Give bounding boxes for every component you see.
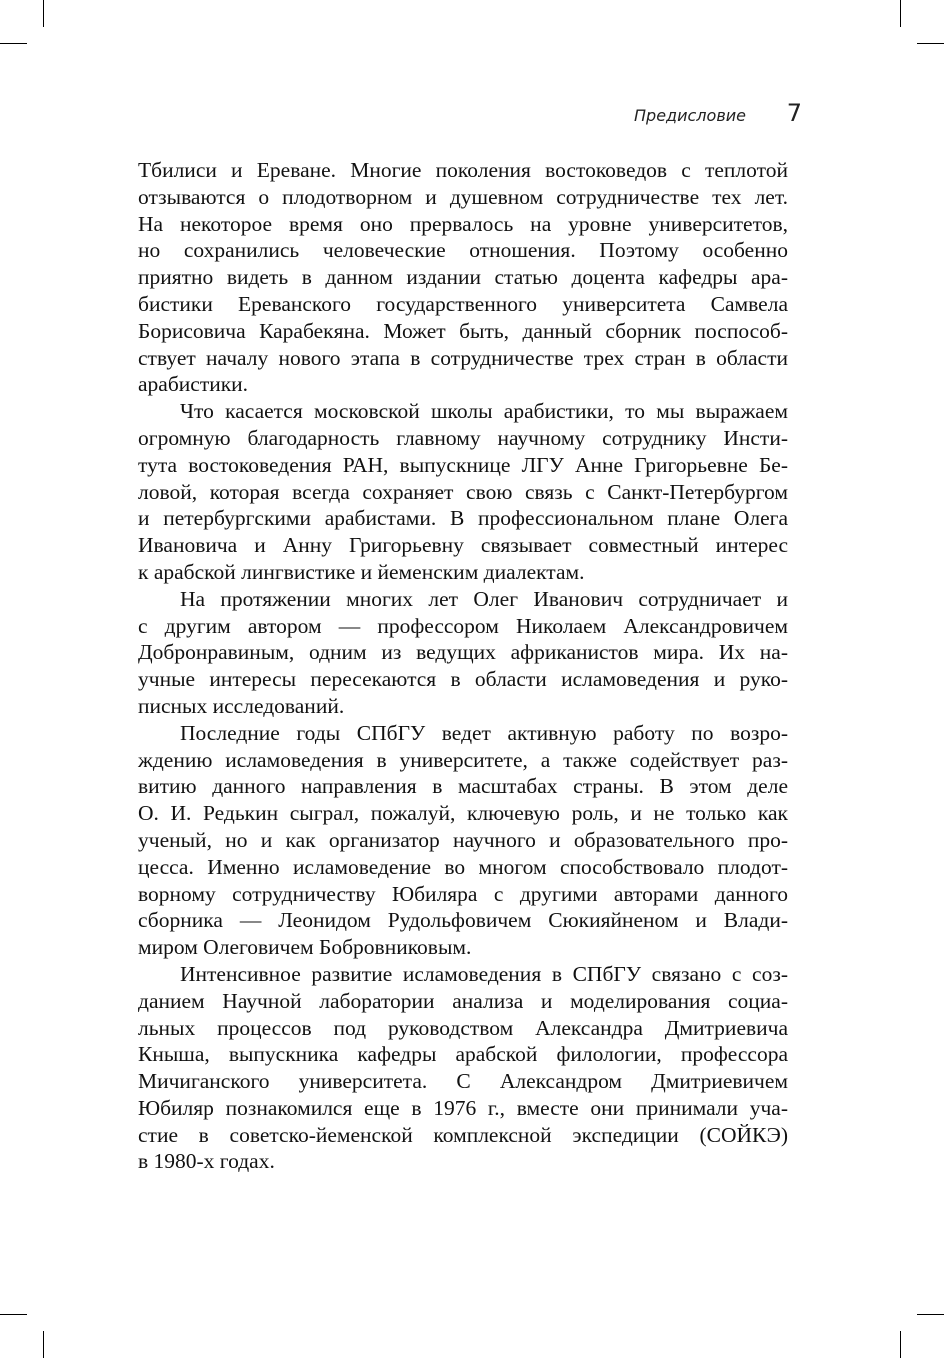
text-line: О. И. Редькин сыграл, пожалуй, ключевую роль, и не только как — [138, 801, 788, 826]
text-line: ворному сотрудничеству Юбиляра с другими авторами данного — [138, 881, 788, 906]
text-line: ствует началу нового этапа в сотрудничестве трех стран в области — [138, 345, 788, 370]
body-text — [138, 157, 788, 1175]
text-line: витию данного направления в масштабах страны. В этом деле — [138, 774, 788, 799]
crop-mark-top-right-vertical — [900, 0, 901, 27]
text-line: к арабской лингвистике и йеменским диалектам. — [138, 559, 585, 584]
text-line: Интенсивное развитие исламоведения в СПбГУ связано с соз- — [180, 961, 788, 986]
crop-mark-top-left-vertical — [43, 0, 44, 27]
paragraph — [138, 586, 788, 720]
crop-mark-top-right-horizontal — [917, 43, 944, 44]
text-line: приятно видеть в данном издании статью доцента кафедры ара- — [138, 265, 788, 290]
text-line: бистики Ереванского государственного университета Самвела — [138, 291, 788, 316]
text-line: сборника — Леонидом Рудольфовичем Сюкияйненом и Влади- — [138, 908, 788, 933]
crop-mark-bottom-right-vertical — [900, 1331, 901, 1358]
text-line: Добронравиным, одним из ведущих африканистов мира. Их на- — [138, 640, 788, 665]
text-line: На протяжении многих лет Олег Иванович сотрудничает и — [180, 586, 788, 611]
paragraph — [138, 157, 788, 398]
text-line: льных процессов под руководством Александра Дмитриевича — [138, 1015, 788, 1040]
paragraph — [138, 961, 788, 1175]
text-line: Тбилиси и Ереване. Многие поколения востоковедов с теплотой — [138, 158, 788, 182]
text-line: ловой, которая всегда сохраняет свою связь с Санкт-Петербургом — [138, 479, 788, 504]
text-line: Кныша, выпускника кафедры арабской филологии, профессора — [138, 1042, 788, 1067]
text-line: в 1980-х годах. — [138, 1149, 275, 1174]
text-line: отзываются о плодотворном и душевном сотрудничестве тех лет. — [138, 184, 788, 209]
text-line: стие в советско-йеменской комплексной экспедиции (СОЙКЭ) — [138, 1122, 788, 1147]
text-line: ждению исламоведения в университете, а также содействует раз- — [138, 747, 788, 772]
text-line: миром Олеговичем Бобровниковым. — [138, 935, 472, 960]
text-line: ученый, но и как организатор научного и образовательного про- — [138, 827, 788, 852]
crop-mark-bottom-left-horizontal — [0, 1314, 27, 1315]
text-line: писных исследований. — [138, 693, 345, 718]
paragraph — [138, 720, 788, 961]
text-line: огромную благодарность главному научному сотруднику Инсти- — [138, 425, 788, 450]
text-line: Мичиганского университета. С Александром Дмитриевичем — [138, 1069, 788, 1094]
crop-mark-bottom-right-horizontal — [917, 1314, 944, 1315]
text-line: На некоторое время оно прервалось на уровне университетов, — [138, 211, 788, 236]
text-line: Что касается московской школы арабистики, то мы выражаем — [180, 399, 788, 424]
running-header-title: Предисловие — [634, 106, 746, 125]
paragraph — [138, 398, 788, 586]
text-line: и петербургскими арабистами. В профессиональном плане Олега — [138, 506, 788, 531]
crop-mark-top-left-horizontal — [0, 43, 27, 44]
crop-mark-bottom-left-vertical — [43, 1331, 44, 1358]
text-line: с другим автором — профессором Николаем Александровичем — [138, 613, 788, 638]
text-line: Юбиляр познакомился еще в 1976 г., вместе они принимали уча- — [138, 1095, 788, 1120]
page-number: 7 — [786, 99, 802, 127]
text-line: Борисовича Карабекяна. Может быть, данный сборник поспособ- — [138, 318, 788, 343]
text-line: Ивановича и Анну Григорьевну связывает совместный интерес — [138, 533, 788, 558]
text-line: арабистики. — [138, 372, 249, 397]
text-line: но сохранились человеческие отношения. Поэтому особенно — [138, 238, 788, 263]
text-line: данием Научной лаборатории анализа и моделирования социа- — [138, 988, 788, 1013]
text-line: цесса. Именно исламоведение во многом способствовало плодот- — [138, 854, 788, 879]
text-line: Последние годы СПбГУ ведет активную работу по возро- — [180, 720, 788, 745]
text-line: учные интересы пересекаются в области исламоведения и руко- — [138, 667, 788, 692]
text-line: тута востоковедения РАН, выпускнице ЛГУ Анне Григорьевне Бе- — [138, 452, 788, 477]
